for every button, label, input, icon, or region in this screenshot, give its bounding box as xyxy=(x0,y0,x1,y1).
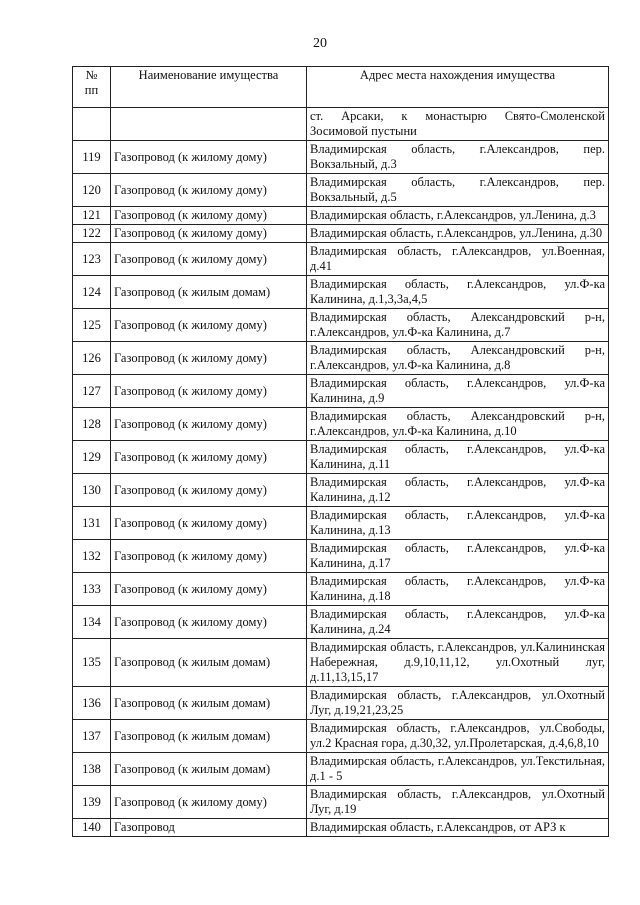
table-row xyxy=(73,753,609,786)
property-address: Владимирская область, г.Александров, ул.Ф-ка Калинина, д.12 xyxy=(307,474,609,507)
property-name: Газопровод (к жилому дому) xyxy=(111,507,307,540)
property-name: Газопровод (к жилому дому) xyxy=(111,243,307,276)
table-row xyxy=(73,141,609,174)
property-name: Газопровод (к жилому дому) xyxy=(111,408,307,441)
property-name: Газопровод (к жилому дому) xyxy=(111,606,307,639)
row-number: 127 xyxy=(73,375,111,408)
row-number: 132 xyxy=(73,540,111,573)
property-address: Владимирская область, г.Александров, ул.Ф-ка Калинина, д.1,3,3а,4,5 xyxy=(307,276,609,309)
property-address: Владимирская область, г.Александров, ул.Ф-ка Калинина, д.17 xyxy=(307,540,609,573)
row-number: 126 xyxy=(73,342,111,375)
row-number xyxy=(73,108,111,141)
property-name xyxy=(111,108,307,141)
property-name: Газопровод (к жилым домам) xyxy=(111,639,307,687)
property-name: Газопровод (к жилому дому) xyxy=(111,540,307,573)
row-number: 119 xyxy=(73,141,111,174)
row-number: 129 xyxy=(73,441,111,474)
property-address: Владимирская область, г.Александров, ул.Свободы, ул.2 Красная гора, д.30,32, ул.Пролетарская, д.4,6,8,10 xyxy=(307,720,609,753)
property-address: Владимирская область, г.Александров, ул.Ленина, д.30 xyxy=(307,225,609,243)
header-name: Наименование имущества xyxy=(111,67,307,108)
row-number: 120 xyxy=(73,174,111,207)
header-number-line1: № xyxy=(85,68,98,82)
table-row xyxy=(73,474,609,507)
property-name: Газопровод (к жилым домам) xyxy=(111,276,307,309)
table-row xyxy=(73,687,609,720)
property-name: Газопровод (к жилому дому) xyxy=(111,342,307,375)
property-address: Владимирская область, г.Александров, ул.Калининская Набережная, д.9,10,11,12, ул.Охотный луг, д.11,13,15,17 xyxy=(307,639,609,687)
table-row xyxy=(73,573,609,606)
row-number: 135 xyxy=(73,639,111,687)
property-address: Владимирская область, г.Александров, ул.Ленина, д.3 xyxy=(307,207,609,225)
property-name: Газопровод (к жилым домам) xyxy=(111,687,307,720)
table-row xyxy=(73,819,609,837)
row-number: 138 xyxy=(73,753,111,786)
row-number: 139 xyxy=(73,786,111,819)
property-address: Владимирская область, Александровский р-н, г.Александров, ул.Ф-ка Калинина, д.7 xyxy=(307,309,609,342)
property-name: Газопровод (к жилому дому) xyxy=(111,141,307,174)
header-address: Адрес места нахождения имущества xyxy=(307,67,609,108)
property-address: Владимирская область, Александровский р-н, г.Александров, ул.Ф-ка Калинина, д.10 xyxy=(307,408,609,441)
row-number: 133 xyxy=(73,573,111,606)
property-address: Владимирская область, г.Александров, ул.Ф-ка Калинина, д.9 xyxy=(307,375,609,408)
property-address: Владимирская область, г.Александров, ул.Ф-ка Калинина, д.11 xyxy=(307,441,609,474)
property-address: Владимирская область, г.Александров, ул.Ф-ка Калинина, д.13 xyxy=(307,507,609,540)
property-name: Газопровод (к жилому дому) xyxy=(111,309,307,342)
row-number: 128 xyxy=(73,408,111,441)
table-row xyxy=(73,342,609,375)
property-name: Газопровод (к жилым домам) xyxy=(111,753,307,786)
header-number-line2: пп xyxy=(84,83,99,97)
property-address: Владимирская область, г.Александров, ул.Охотный Луг, д.19,21,23,25 xyxy=(307,687,609,720)
property-name: Газопровод (к жилому дому) xyxy=(111,225,307,243)
row-number: 124 xyxy=(73,276,111,309)
table-row xyxy=(73,441,609,474)
table-row xyxy=(73,243,609,276)
row-number: 137 xyxy=(73,720,111,753)
row-number: 130 xyxy=(73,474,111,507)
property-name: Газопровод (к жилым домам) xyxy=(111,720,307,753)
row-number: 122 xyxy=(73,225,111,243)
table-body xyxy=(73,108,609,837)
property-address: Владимирская область, г.Александров, пер. Вокзальный, д.3 xyxy=(307,141,609,174)
table-row xyxy=(73,507,609,540)
row-number: 136 xyxy=(73,687,111,720)
table-row xyxy=(73,225,609,243)
table-header xyxy=(73,67,609,108)
property-address: ст. Арсаки, к монастырю Свято-Смоленской Зосимовой пустыни xyxy=(307,108,609,141)
table-row xyxy=(73,540,609,573)
table-row xyxy=(73,786,609,819)
row-number: 140 xyxy=(73,819,111,837)
property-address: Владимирская область, г.Александров, ул.Текстильная, д.1 - 5 xyxy=(307,753,609,786)
table-row xyxy=(73,639,609,687)
property-name: Газопровод xyxy=(111,819,307,837)
table-row xyxy=(73,375,609,408)
property-address: Владимирская область, Александровский р-н, г.Александров, ул.Ф-ка Калинина, д.8 xyxy=(307,342,609,375)
property-address: Владимирская область, г.Александров, пер. Вокзальный, д.5 xyxy=(307,174,609,207)
row-number: 121 xyxy=(73,207,111,225)
property-name: Газопровод (к жилому дому) xyxy=(111,474,307,507)
property-table xyxy=(72,66,609,837)
property-name: Газопровод (к жилому дому) xyxy=(111,573,307,606)
property-name: Газопровод (к жилому дому) xyxy=(111,174,307,207)
table-row xyxy=(73,108,609,141)
row-number: 125 xyxy=(73,309,111,342)
page-number: 20 xyxy=(313,36,327,51)
property-name: Газопровод (к жилому дому) xyxy=(111,786,307,819)
property-name: Газопровод (к жилому дому) xyxy=(111,207,307,225)
table-row xyxy=(73,276,609,309)
property-name: Газопровод (к жилому дому) xyxy=(111,375,307,408)
row-number: 123 xyxy=(73,243,111,276)
table-row xyxy=(73,207,609,225)
header-number xyxy=(73,67,111,108)
property-name: Газопровод (к жилому дому) xyxy=(111,441,307,474)
table-row xyxy=(73,174,609,207)
property-address: Владимирская область, г.Александров, ул.Охотный Луг, д.19 xyxy=(307,786,609,819)
table-row xyxy=(73,720,609,753)
property-address: Владимирская область, г.Александров, ул.Ф-ка Калинина, д.18 xyxy=(307,573,609,606)
row-number: 134 xyxy=(73,606,111,639)
table-row xyxy=(73,309,609,342)
table-row xyxy=(73,606,609,639)
table-row xyxy=(73,408,609,441)
property-address: Владимирская область, г.Александров, от АРЗ к xyxy=(307,819,609,837)
property-address: Владимирская область, г.Александров, ул.Ф-ка Калинина, д.24 xyxy=(307,606,609,639)
row-number: 131 xyxy=(73,507,111,540)
property-address: Владимирская область, г.Александров, ул.Военная, д.41 xyxy=(307,243,609,276)
